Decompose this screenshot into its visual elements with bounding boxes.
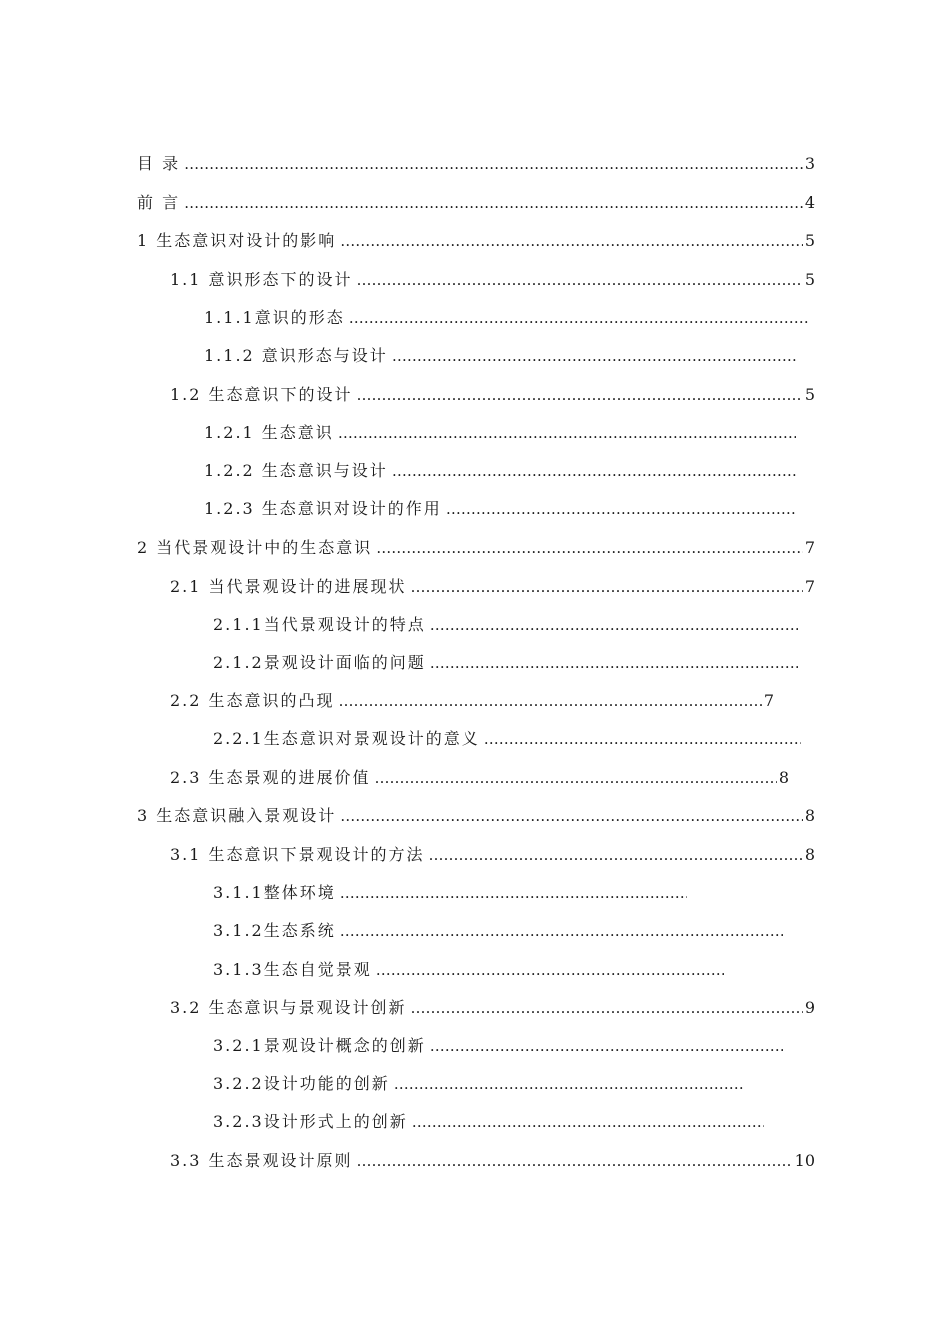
- toc-leader-dots: [430, 615, 798, 635]
- toc-leader-dots: [338, 423, 796, 443]
- toc-entry-page: 8: [804, 845, 815, 864]
- toc-leader-dots: [411, 998, 803, 1018]
- toc-entry-title: 3.2.3设计形式上的创新: [213, 1112, 412, 1132]
- toc-leader-dots: [349, 308, 808, 328]
- toc-leader-dots: [376, 960, 724, 980]
- toc-leader-dots: [430, 1036, 783, 1056]
- toc-leader-dots: [184, 154, 803, 174]
- toc-entry-page: 3: [804, 154, 815, 173]
- toc-entry-1-2-1: [204, 415, 798, 443]
- toc-entry-2-2: [170, 683, 774, 711]
- toc-entry-title: 1.1.1意识的形态: [204, 308, 349, 328]
- toc-entry-mulu: [137, 146, 815, 174]
- toc-leader-dots: [340, 883, 687, 903]
- toc-entry-1-1: [170, 262, 815, 290]
- toc-entry-3: [137, 798, 815, 826]
- toc-entry-page: 5: [804, 270, 815, 289]
- toc-entry-title: 1 生态意识对设计的影响: [137, 231, 340, 251]
- toc-leader-dots: [430, 653, 798, 673]
- toc-entry-3-1: [170, 837, 815, 865]
- toc-entry-3-2: [170, 990, 815, 1018]
- toc-entry-title: 3.2.2设计功能的创新: [213, 1074, 394, 1094]
- toc-leader-dots: [375, 768, 777, 788]
- toc-entry-title: 1.2 生态意识下的设计: [170, 385, 357, 405]
- toc-entry-1: [137, 223, 815, 251]
- toc-entry-title: 目 录: [137, 154, 184, 174]
- toc-leader-dots: [357, 385, 803, 405]
- toc-entry-title: 2.2 生态意识的凸现: [170, 691, 339, 711]
- toc-leader-dots: [376, 538, 803, 558]
- toc-entry-title: 2 当代景观设计中的生态意识: [137, 538, 376, 558]
- toc-entry-2-2-1: [213, 721, 803, 749]
- toc-entry-page: 10: [794, 1151, 815, 1170]
- toc-leader-dots: [184, 193, 803, 213]
- toc-leader-dots: [484, 729, 801, 749]
- toc-entry-qianyan: [137, 185, 815, 213]
- toc-entry-2-3: [170, 760, 789, 788]
- toc-entry-page: 7: [763, 691, 774, 710]
- toc-entry-3-2-2: [213, 1066, 746, 1094]
- toc-entry-3-2-3: [213, 1104, 766, 1132]
- toc-entry-title: 1.2.1 生态意识: [204, 423, 338, 443]
- toc-entry-page: 5: [804, 231, 815, 250]
- toc-entry-3-3: [170, 1143, 815, 1171]
- toc-entry-2-1-1: [213, 607, 800, 635]
- toc-entry-2: [137, 530, 815, 558]
- toc-leader-dots: [340, 231, 803, 251]
- toc-entry-3-1-1: [213, 875, 689, 903]
- toc-leader-dots: [392, 346, 796, 366]
- toc-entry-title: 2.1.2景观设计面临的问题: [213, 653, 430, 673]
- toc-entry-page: 8: [804, 806, 815, 825]
- toc-leader-dots: [340, 806, 803, 826]
- toc-leader-dots: [392, 461, 796, 481]
- toc-leader-dots: [429, 845, 803, 865]
- toc-leader-dots: [340, 921, 783, 941]
- toc-entry-title: 3 生态意识融入景观设计: [137, 806, 340, 826]
- toc-entry-title: 2.2.1生态意识对景观设计的意义: [213, 729, 484, 749]
- toc-entry-title: 2.1 当代景观设计的进展现状: [170, 577, 411, 597]
- toc-entry-title: 3.1.3生态自觉景观: [213, 960, 376, 980]
- toc-entry-title: 3.2 生态意识与景观设计创新: [170, 998, 411, 1018]
- toc-entry-1-2: [170, 377, 815, 405]
- toc-entry-title: 前 言: [137, 193, 184, 213]
- toc-entry-title: 2.1.1当代景观设计的特点: [213, 615, 430, 635]
- toc-entry-title: 1.1.2 意识形态与设计: [204, 346, 392, 366]
- toc-entry-page: 8: [778, 768, 789, 787]
- toc-entry-title: 3.3 生态景观设计原则: [170, 1151, 357, 1171]
- toc-entry-1-1-1: [204, 300, 810, 328]
- toc-entry-page: 7: [804, 577, 815, 596]
- toc-entry-title: 1.2.3 生态意识对设计的作用: [204, 499, 446, 519]
- toc-leader-dots: [339, 691, 762, 711]
- toc-leader-dots: [357, 270, 803, 290]
- toc-entry-title: 3.2.1景观设计概念的创新: [213, 1036, 430, 1056]
- toc-leader-dots: [357, 1151, 793, 1171]
- toc-entry-title: 2.3 生态景观的进展价值: [170, 768, 375, 788]
- toc-entry-2-1: [170, 569, 815, 597]
- toc-leader-dots: [411, 577, 803, 597]
- toc-leader-dots: [412, 1112, 764, 1132]
- toc-leader-dots: [394, 1074, 744, 1094]
- toc-entry-1-2-2: [204, 453, 798, 481]
- toc-entry-3-1-2: [213, 913, 785, 941]
- toc-entry-1-1-2: [204, 338, 798, 366]
- toc-entry-1-2-3: [204, 491, 798, 519]
- toc-leader-dots: [446, 499, 796, 519]
- toc-entry-page: 9: [804, 998, 815, 1017]
- toc-entry-page: 7: [804, 538, 815, 557]
- toc-entry-title: 3.1.1整体环境: [213, 883, 340, 903]
- toc-entry-3-1-3: [213, 952, 726, 980]
- toc-entry-3-2-1: [213, 1028, 785, 1056]
- toc-entry-page: 4: [804, 193, 815, 212]
- toc-entry-title: 3.1.2生态系统: [213, 921, 340, 941]
- toc-entry-page: 5: [804, 385, 815, 404]
- toc-entry-title: 1.2.2 生态意识与设计: [204, 461, 392, 481]
- toc-entry-2-1-2: [213, 645, 800, 673]
- toc-entry-title: 3.1 生态意识下景观设计的方法: [170, 845, 429, 865]
- toc-entry-title: 1.1 意识形态下的设计: [170, 270, 357, 290]
